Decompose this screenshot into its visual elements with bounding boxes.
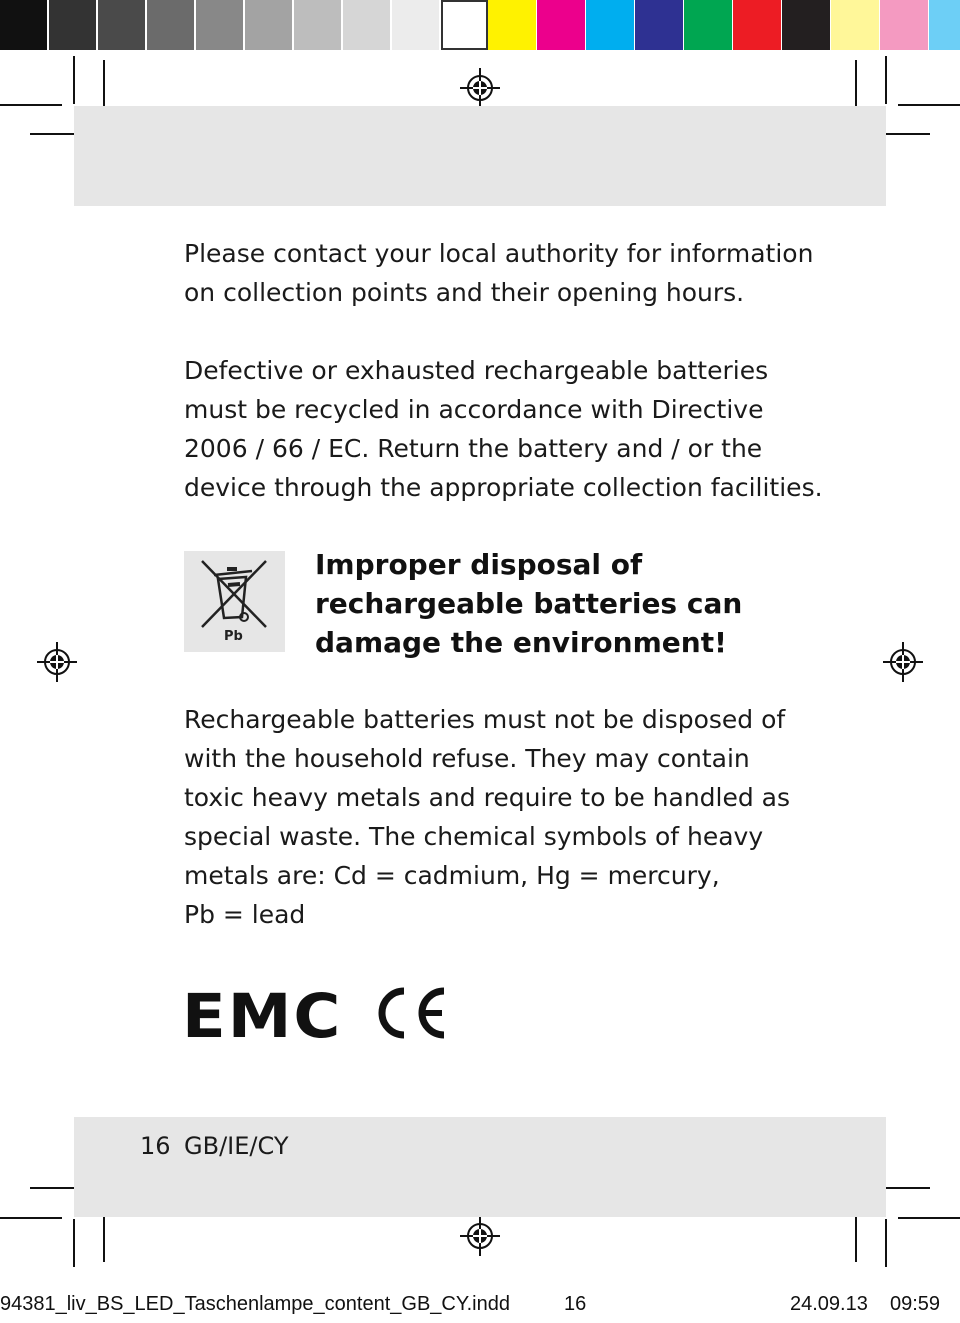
slug-date: 24.09.13 [790,1293,868,1315]
gray-swatch [147,0,194,50]
process-swatch [782,0,830,50]
process-swatch [635,0,683,50]
emc-label: EMC [182,981,343,1053]
gray-swatch [294,0,341,50]
slug-time: 09:59 [890,1293,941,1315]
process-swatch [733,0,781,50]
process-swatch [684,0,732,50]
gray-swatch [343,0,390,50]
registration-mark-icon [37,642,77,682]
ce-mark-icon [374,985,450,1041]
gray-swatch [98,0,145,50]
gray-swatch [441,0,488,50]
language-code: GB/IE/CY [184,1132,289,1160]
slug-page: 16 [564,1293,587,1315]
gray-swatch [245,0,292,50]
gray-swatch [49,0,96,50]
paragraph-collection-points: Please contact your local authority for information on collection points and their opening hours. [184,239,814,307]
paragraph-recycling-directive: Defective or exhausted rechargeable batteries must be recycled in accordance with Directive 2006 / 66 / EC. Return the battery and / or the device through the appropriate collection facilities. [184,356,823,502]
bin-chemical-label: Pb [224,629,243,644]
process-swatch [929,0,960,50]
warning-heading: Improper disposal of rechargeable batteries can damage the environment! [315,548,743,659]
gray-swatch [0,0,47,50]
gray-swatch [196,0,243,50]
slug-filename: 94381_liv_BS_LED_Taschenlampe_content_GB_CY.indd [0,1293,510,1315]
registration-mark-icon [460,68,500,108]
paragraph-heavy-metals: Rechargeable batteries must not be disposed of with the household refuse. They may contain toxic heavy metals and require to be handled as special waste. The chemical symbols of heavy metals are: Cd = cadmium, Hg = mercury, Pb = lead [184,705,791,929]
gray-swatch [392,0,439,50]
registration-mark-icon [460,1216,500,1256]
process-swatch [880,0,928,50]
process-swatch [537,0,585,50]
registration-mark-icon [883,642,923,682]
page-number: 16 [140,1132,171,1160]
header-band [74,106,886,206]
process-swatch [831,0,879,50]
process-swatch [488,0,536,50]
process-swatch [586,0,634,50]
